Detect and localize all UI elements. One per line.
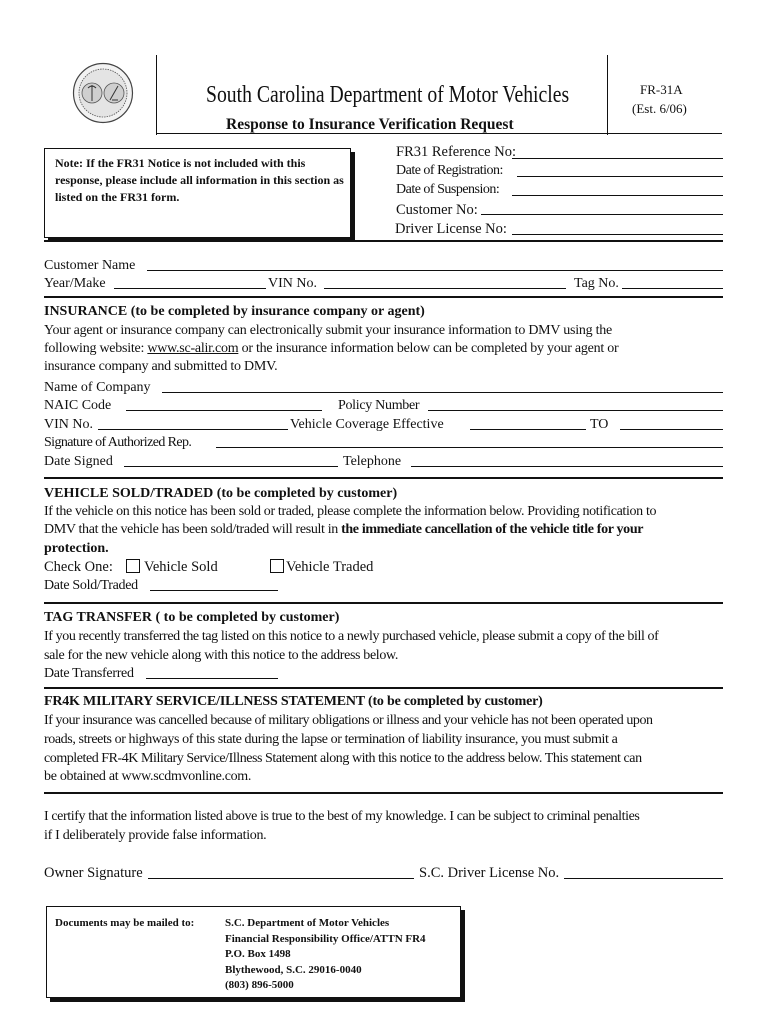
mail-line-3: P.O. Box 1498 — [225, 948, 291, 960]
mail-line-2: Financial Responsibility Office/ATTN FR4 — [225, 933, 426, 945]
date-sold-traded-field[interactable] — [150, 590, 278, 591]
section-rule-1 — [44, 240, 723, 242]
fr31-reference-label: FR31 Reference No: — [396, 144, 516, 160]
insurance-vin-label: VIN No. — [44, 417, 93, 432]
authorized-signature-label: Signature of Authorized Rep. — [44, 435, 192, 450]
mail-line-5: (803) 896-5000 — [225, 979, 294, 991]
customer-name-field[interactable] — [147, 270, 723, 271]
company-name-label: Name of Company — [44, 380, 151, 395]
fr4k-heading: FR4K MILITARY SERVICE/ILLNESS STATEMENT (to be completed by customer) — [44, 694, 543, 709]
telephone-label: Telephone — [343, 454, 402, 469]
coverage-to-label: TO — [590, 417, 609, 432]
fr31-reference-field[interactable] — [512, 158, 723, 159]
vehicle-sold-line-1: If the vehicle on this notice has been sold or traded, please complete the information below. Providing notification to — [44, 504, 657, 519]
header-rule — [156, 133, 722, 134]
section-rule-6 — [44, 792, 723, 794]
telephone-field[interactable] — [411, 466, 723, 467]
certify-line-2: if I deliberately provide false information. — [44, 828, 267, 843]
date-transferred-label: Date Transferred — [44, 666, 134, 681]
state-seal-icon — [72, 62, 134, 124]
insurance-line-1: Your agent or insurance company can electronically submit your insurance information to DMV using the — [44, 323, 612, 338]
coverage-to-field[interactable] — [620, 429, 723, 430]
section-rule-4 — [44, 602, 723, 604]
mail-label: Documents may be mailed to: — [55, 917, 195, 929]
naic-code-label: NAIC Code — [44, 398, 112, 413]
customer-no-label: Customer No: — [396, 202, 478, 218]
company-name-field[interactable] — [162, 392, 723, 393]
owner-signature-label: Owner Signature — [44, 865, 143, 881]
tag-transfer-line-2: sale for the new vehicle along with this notice to the address below. — [44, 648, 399, 663]
tag-transfer-heading: TAG TRANSFER ( to be completed by customer) — [44, 610, 340, 625]
insurance-line-2-pre: following website: — [44, 341, 148, 356]
form-subtitle: Response to Insurance Verification Request — [226, 116, 514, 133]
tag-transfer-line-1: If you recently transferred the tag listed on this notice to a newly purchased vehicle, please submit a copy of the bill of — [44, 629, 659, 644]
owner-signature-field[interactable] — [148, 878, 414, 879]
insurance-line-3: insurance company and submitted to DMV. — [44, 359, 278, 374]
vehicle-sold-checkbox[interactable] — [126, 559, 140, 573]
sc-driver-license-label: S.C. Driver License No. — [419, 865, 560, 881]
vehicle-sold-label: Vehicle Sold — [144, 559, 218, 575]
header-divider-right — [607, 55, 608, 135]
policy-number-field[interactable] — [428, 410, 723, 411]
insurance-vin-field[interactable] — [98, 429, 288, 430]
customer-name-label: Customer Name — [44, 258, 136, 273]
section-rule-3 — [44, 477, 723, 479]
insurance-line-2-post: or the insurance information below can be completed by your agent or — [238, 341, 619, 356]
date-signed-field[interactable] — [124, 466, 338, 467]
vehicle-sold-line-2-bold: the immediate cancellation of the vehicle title for your — [341, 522, 644, 537]
fr4k-line-1: If your insurance was cancelled because of military obligations or illness and your vehicle has not been operated upon — [44, 713, 653, 728]
note-box — [44, 148, 351, 238]
year-make-field[interactable] — [114, 288, 266, 289]
driver-license-field[interactable] — [512, 234, 723, 235]
fr4k-line-3: completed FR-4K Military Service/Illness Statement along with this notice to the address below. This statement can — [44, 751, 642, 766]
date-of-registration-field[interactable] — [517, 176, 723, 177]
date-of-suspension-label: Date of Suspension: — [396, 182, 500, 197]
mail-line-1: S.C. Department of Motor Vehicles — [225, 917, 390, 929]
agency-title: South Carolina Department of Motor Vehicles — [206, 82, 570, 108]
customer-no-field[interactable] — [481, 214, 723, 215]
date-signed-label: Date Signed — [44, 454, 113, 469]
date-of-suspension-field[interactable] — [512, 195, 723, 196]
tag-field[interactable] — [622, 288, 723, 289]
insurance-heading: INSURANCE (to be completed by insurance company or agent) — [44, 304, 425, 319]
insurance-line-2 — [44, 340, 618, 359]
certify-line-1: I certify that the information listed above is true to the best of my knowledge. I can be subject to criminal penalties — [44, 809, 640, 824]
section-rule-5 — [44, 687, 723, 689]
date-transferred-field[interactable] — [146, 678, 278, 679]
vehicle-traded-label: Vehicle Traded — [286, 559, 374, 575]
vin-field[interactable] — [324, 288, 566, 289]
policy-number-label: Policy Number — [338, 398, 420, 413]
fr4k-line-4: be obtained at www.scdmvonline.com. — [44, 769, 252, 784]
vehicle-sold-line-3: protection. — [44, 541, 109, 556]
year-make-label: Year/Make — [44, 276, 106, 291]
form-est-date: (Est. 6/06) — [632, 101, 687, 116]
check-one-label: Check One: — [44, 559, 113, 575]
vin-label: VIN No. — [268, 276, 317, 291]
date-sold-traded-label: Date Sold/Traded — [44, 578, 138, 593]
mail-line-4: Blythewood, S.C. 29016-0040 — [225, 964, 362, 976]
vehicle-sold-heading: VEHICLE SOLD/TRADED (to be completed by customer) — [44, 486, 398, 501]
naic-code-field[interactable] — [126, 410, 322, 411]
coverage-from-field[interactable] — [470, 429, 586, 430]
vehicle-sold-line-2 — [44, 521, 643, 540]
authorized-signature-field[interactable] — [216, 447, 723, 448]
vehicle-traded-checkbox[interactable] — [270, 559, 284, 573]
coverage-effective-label: Vehicle Coverage Effective — [290, 417, 444, 432]
mailing-address-box — [46, 906, 461, 998]
note-text: Note: If the FR31 Notice is not included with this response, please include all information in this section as listed on the FR31 form. — [55, 156, 344, 204]
fr4k-line-2: roads, streets or highways of this state during the lapse or termination of liability insurance, you must submit a — [44, 732, 618, 747]
tag-label: Tag No. — [574, 276, 619, 291]
date-of-registration-label: Date of Registration: — [396, 163, 503, 178]
form-number: FR-31A — [640, 82, 683, 97]
header-divider-left — [156, 55, 157, 135]
vehicle-sold-line-2-pre: DMV that the vehicle has been sold/traded will result in — [44, 522, 342, 537]
section-rule-2 — [44, 296, 723, 298]
driver-license-label: Driver License No: — [395, 221, 507, 237]
insurance-website-link[interactable]: www.sc-alir.com — [147, 341, 239, 356]
sc-driver-license-field[interactable] — [564, 878, 723, 879]
